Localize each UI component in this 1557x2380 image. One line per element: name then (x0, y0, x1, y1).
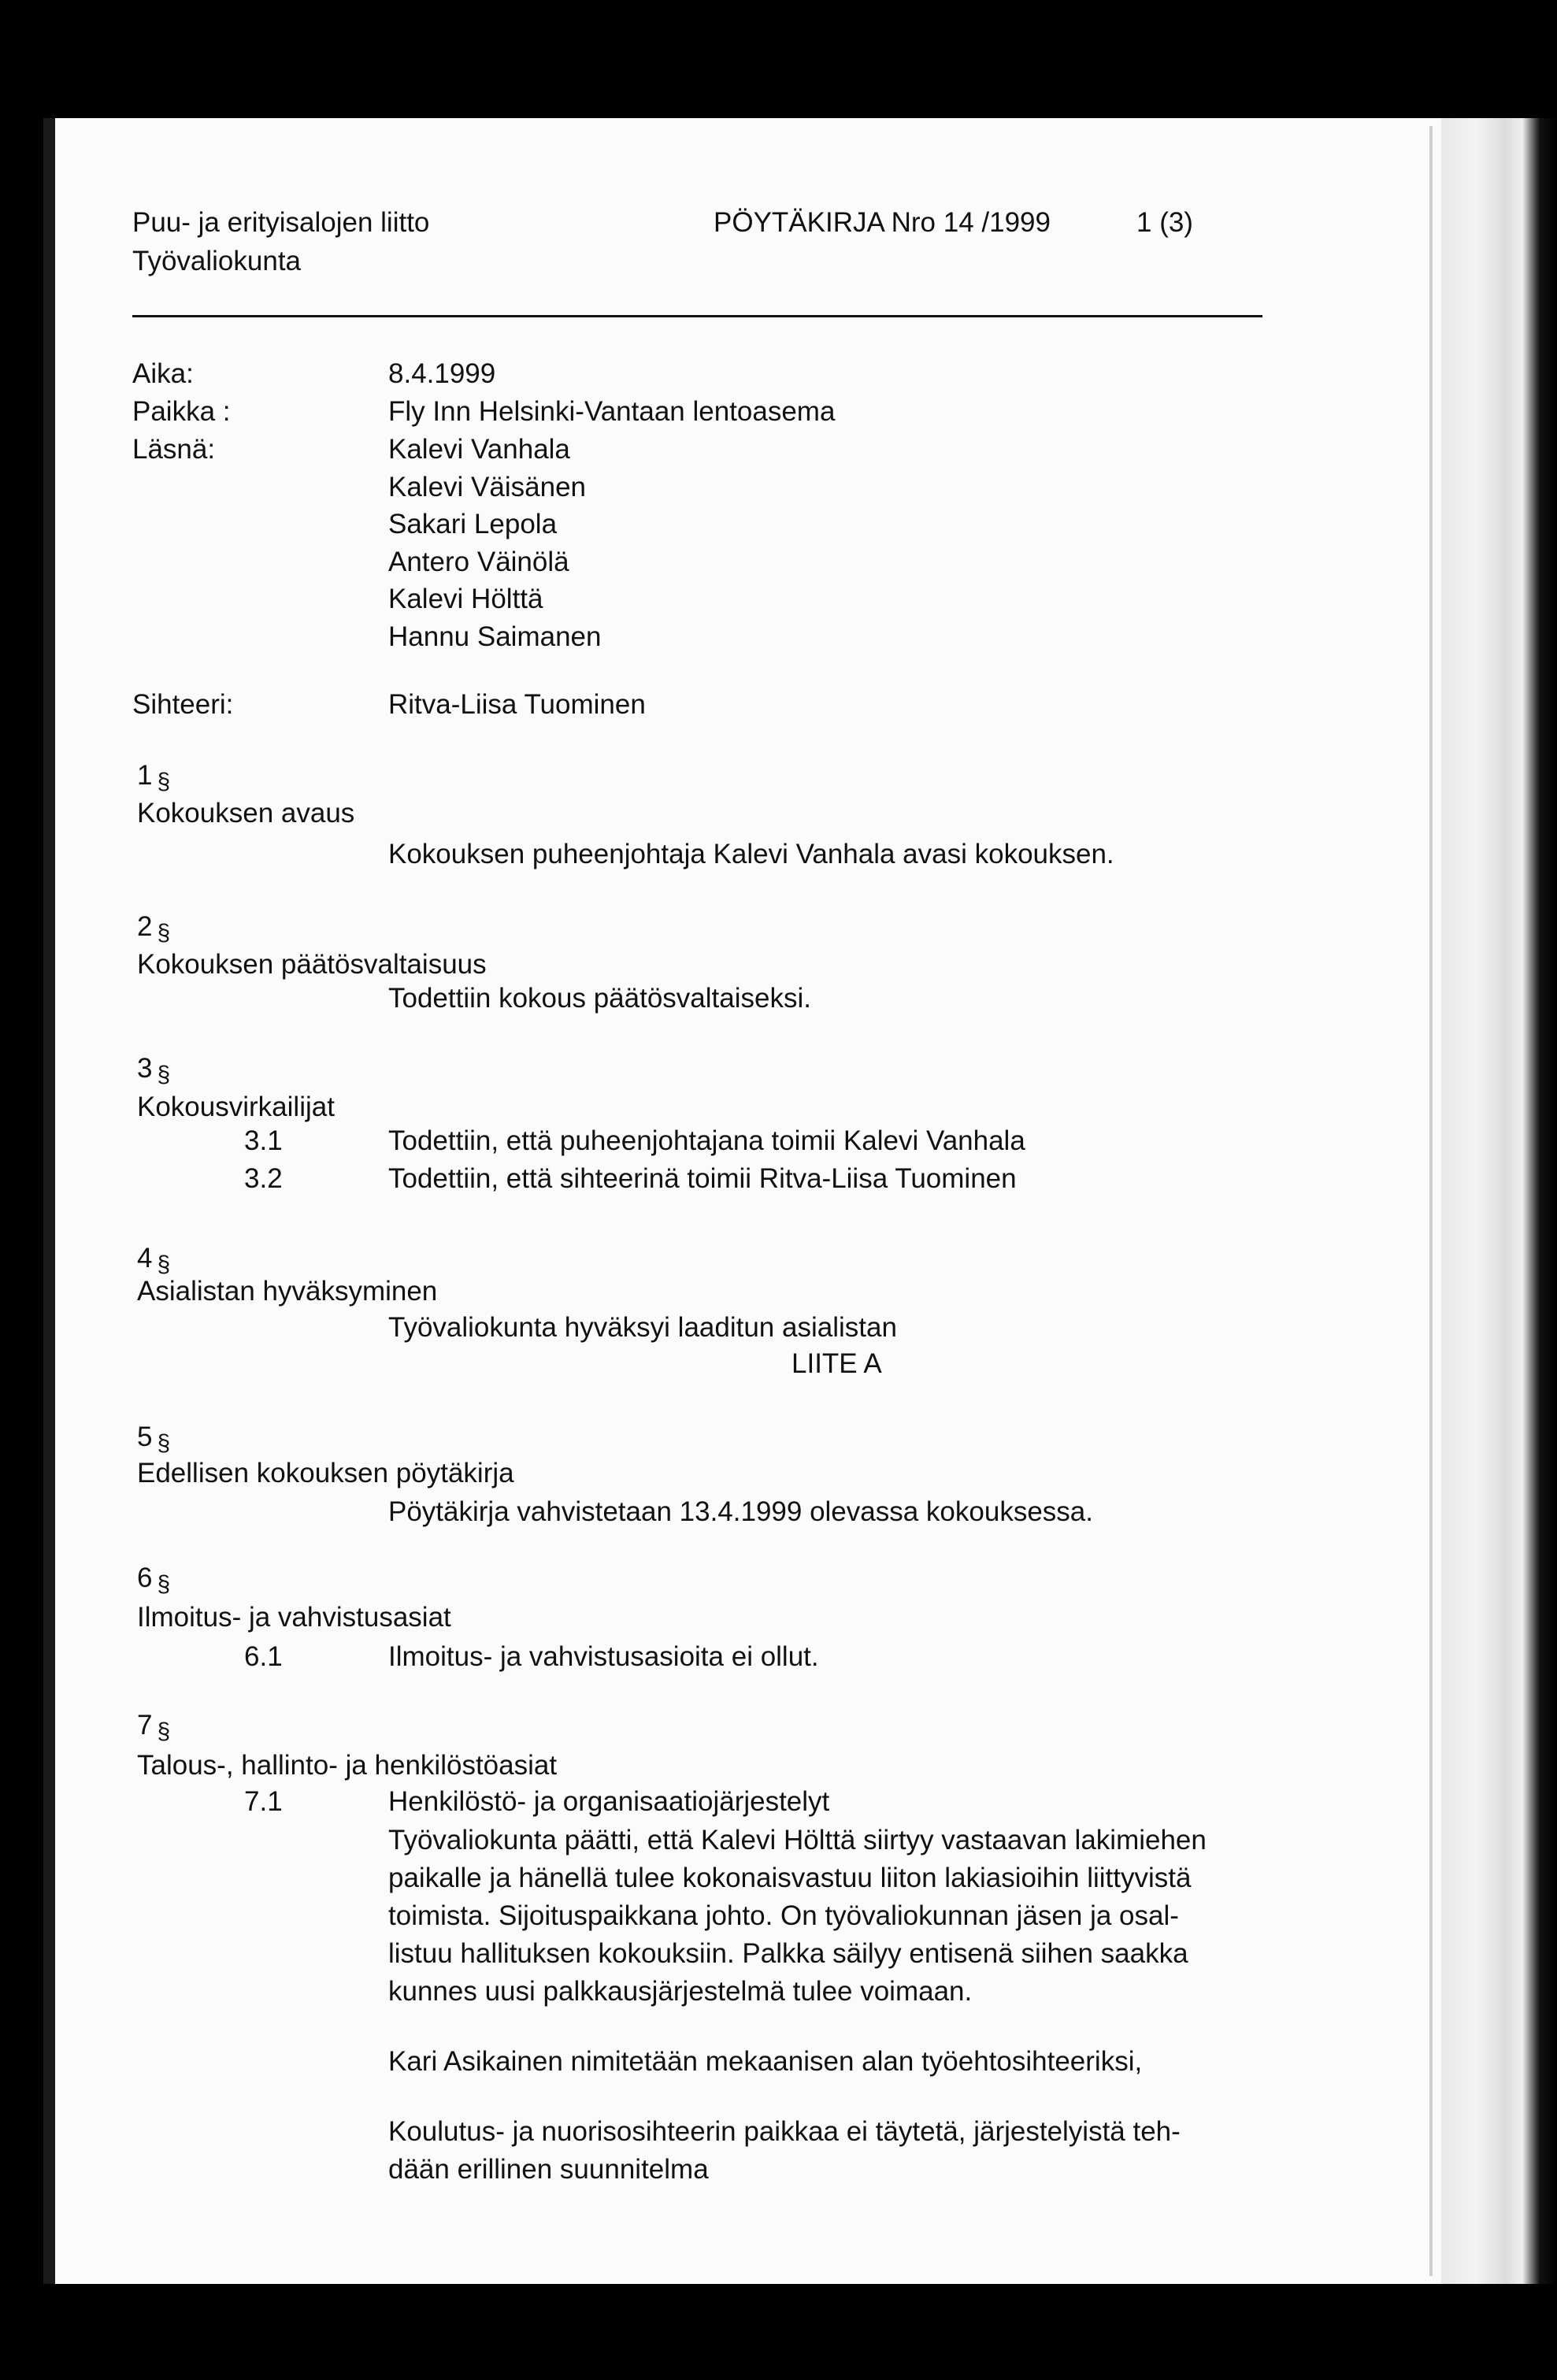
section-1-title: Kokouksen avaus (137, 798, 355, 829)
place-value: Fly Inn Helsinki-Vantaan lentoasema (388, 396, 836, 427)
section-symbol: § (157, 920, 171, 946)
item-number: 3.2 (244, 1163, 283, 1194)
document-title: PÖYTÄKIRJA Nro 14 /1999 (714, 207, 1051, 238)
section-number: 6 (137, 1563, 153, 1593)
paragraph-line: kunnes uusi palkkausjärjestelmä tulee voimaan. (388, 1976, 973, 2007)
item-title: Henkilöstö- ja organisaatiojärjestelyt (388, 1786, 830, 1817)
secretary-value: Ritva-Liisa Tuominen (388, 689, 646, 720)
section-5-title: Edellisen kokouksen pöytäkirja (137, 1458, 514, 1488)
section-number: 3 (137, 1053, 153, 1084)
section-4-number (137, 1240, 170, 1278)
section-number: 1 (137, 760, 153, 791)
section-symbol: § (157, 1062, 171, 1088)
page-number: 1 (3) (1136, 207, 1193, 238)
paragraph-line: dään erillinen suunnitelma (388, 2154, 709, 2185)
section-2-number (137, 909, 170, 947)
secretary-label: Sihteeri: (132, 689, 234, 720)
paragraph-line: listuu hallituksen kokouksiin. Palkka säilyy entisenä siihen saakka (388, 1938, 1188, 1969)
item-number: 7.1 (244, 1786, 283, 1817)
section-2-title: Kokouksen päätösvaltaisuus (137, 949, 487, 980)
section-symbol: § (157, 769, 171, 795)
item-number: 3.1 (244, 1125, 283, 1156)
header-rule (132, 315, 1262, 317)
item-text: Todettiin, että sihteerinä toimii Ritva-Liisa Tuominen (388, 1163, 1017, 1194)
scan-edge-right (1441, 118, 1557, 2284)
attachment-label: LIITE A (791, 1348, 882, 1379)
section-2-text: Todettiin kokous päätösvaltaiseksi. (388, 983, 811, 1014)
section-number: 5 (137, 1422, 153, 1452)
paragraph-line: Kari Asikainen nimitetään mekaanisen alan työehtosihteeriksi, (388, 2046, 1143, 2077)
present-name: Kalevi Väisänen (388, 472, 586, 502)
item-text: Ilmoitus- ja vahvistusasioita ei ollut. (388, 1641, 819, 1672)
section-number: 2 (137, 911, 153, 942)
section-3-title: Kokousvirkailijat (137, 1092, 335, 1122)
section-number: 7 (137, 1710, 153, 1741)
section-6-number (137, 1560, 170, 1598)
section-3-number (137, 1051, 170, 1088)
present-name: Kalevi Vanhala (388, 434, 570, 465)
section-4-title: Asialistan hyväksyminen (137, 1276, 438, 1307)
section-5-number (137, 1419, 170, 1457)
section-7-title: Talous-, hallinto- ja henkilöstöasiat (137, 1750, 558, 1781)
scan-border-bottom (0, 2280, 1557, 2380)
committee-name: Työvaliokunta (132, 246, 302, 276)
section-4-text: Työvaliokunta hyväksyi laaditun asialistan (388, 1312, 897, 1343)
binder-edge (1429, 126, 1433, 2276)
organization-name: Puu- ja erityisalojen liitto (132, 207, 430, 238)
section-7-number (137, 1707, 170, 1745)
item-number: 6.1 (244, 1641, 283, 1672)
item-text: Todettiin, että puheenjohtajana toimii Kalevi Vanhala (388, 1125, 1025, 1156)
present-label: Läsnä: (132, 434, 216, 465)
section-1-number (137, 758, 170, 795)
time-label: Aika: (132, 358, 194, 389)
present-name: Sakari Lepola (388, 509, 558, 539)
paragraph-line: paikalle ja hänellä tulee kokonaisvastuu liiton lakiasioihin liittyvistä (388, 1863, 1192, 1893)
section-symbol: § (157, 1571, 171, 1597)
paragraph-line: Työvaliokunta päätti, että Kalevi Hölttä siirtyy vastaavan lakimiehen (388, 1825, 1207, 1855)
section-number: 4 (137, 1243, 153, 1273)
scan-border-top (0, 0, 1557, 126)
section-symbol: § (157, 1718, 171, 1744)
section-6-title: Ilmoitus- ja vahvistusasiat (137, 1602, 451, 1633)
section-symbol: § (157, 1251, 171, 1277)
section-symbol: § (157, 1430, 171, 1456)
present-name: Antero Väinölä (388, 547, 569, 577)
section-5-text: Pöytäkirja vahvistetaan 13.4.1999 olevassa kokouksessa. (388, 1496, 1093, 1527)
present-name: Hannu Saimanen (388, 621, 602, 652)
paragraph-line: toimista. Sijoituspaikkana johto. On työvaliokunnan jäsen ja osal- (388, 1900, 1179, 1931)
place-label: Paikka : (132, 396, 231, 427)
paragraph-line: Koulutus- ja nuorisosihteerin paikkaa ei täytetä, järjestelyistä teh- (388, 2116, 1181, 2147)
section-1-text: Kokouksen puheenjohtaja Kalevi Vanhala avasi kokouksen. (388, 839, 1114, 869)
present-name: Kalevi Hölttä (388, 584, 543, 614)
time-value: 8.4.1999 (388, 358, 496, 389)
